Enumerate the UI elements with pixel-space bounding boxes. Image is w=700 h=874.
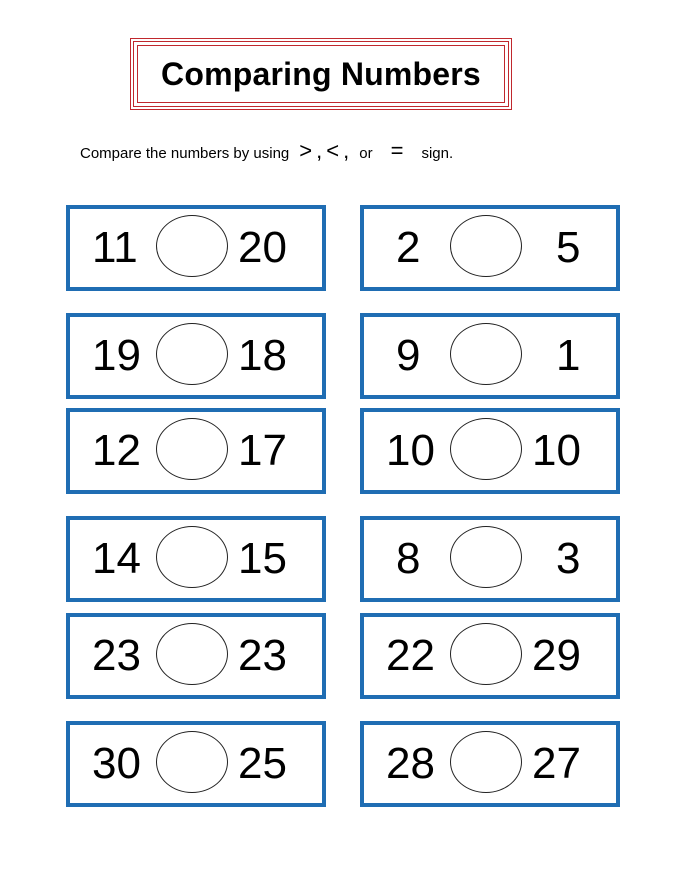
answer-oval[interactable] <box>450 418 522 480</box>
title-frame <box>130 38 512 110</box>
comparison-card-6 <box>360 408 620 494</box>
left-number: 9 <box>396 331 421 380</box>
instructions-lead: Compare the numbers by using <box>80 145 290 162</box>
right-number: 23 <box>238 631 287 680</box>
comparison-card-1 <box>66 205 326 291</box>
page-title: Comparing Numbers <box>161 55 481 92</box>
comparison-card-4 <box>360 313 620 399</box>
answer-oval[interactable] <box>156 323 228 385</box>
answer-oval[interactable] <box>156 215 228 277</box>
answer-oval[interactable] <box>450 623 522 685</box>
left-number: 22 <box>386 631 435 680</box>
answer-oval[interactable] <box>450 215 522 277</box>
left-number: 23 <box>92 631 141 680</box>
instructions <box>80 138 453 164</box>
equals-symbol: = <box>390 138 404 163</box>
left-number: 2 <box>396 223 421 272</box>
answer-oval[interactable] <box>156 623 228 685</box>
answer-oval[interactable] <box>156 731 228 793</box>
instructions-or: or <box>359 145 373 162</box>
less-than-symbol: < <box>326 138 340 163</box>
answer-oval[interactable] <box>156 526 228 588</box>
comparison-card-9 <box>66 613 326 699</box>
answer-oval[interactable] <box>450 526 522 588</box>
answer-oval[interactable] <box>156 418 228 480</box>
right-number: 3 <box>556 534 581 583</box>
right-number: 5 <box>556 223 581 272</box>
comma-2: , <box>343 138 350 163</box>
right-number: 20 <box>238 223 287 272</box>
comma-1: , <box>316 138 323 163</box>
right-number: 15 <box>238 534 287 583</box>
left-number: 12 <box>92 426 141 475</box>
left-number: 14 <box>92 534 141 583</box>
answer-oval[interactable] <box>450 731 522 793</box>
left-number: 28 <box>386 739 435 788</box>
comparison-card-11 <box>66 721 326 807</box>
right-number: 10 <box>532 426 581 475</box>
comparison-card-2 <box>360 205 620 291</box>
left-number: 19 <box>92 331 141 380</box>
right-number: 25 <box>238 739 287 788</box>
greater-than-symbol: > <box>299 138 313 163</box>
comparison-card-12 <box>360 721 620 807</box>
right-number: 27 <box>532 739 581 788</box>
right-number: 18 <box>238 331 287 380</box>
comparison-card-3 <box>66 313 326 399</box>
left-number: 10 <box>386 426 435 475</box>
right-number: 29 <box>532 631 581 680</box>
comparison-card-8 <box>360 516 620 602</box>
comparison-card-7 <box>66 516 326 602</box>
left-number: 11 <box>92 223 138 272</box>
right-number: 17 <box>238 426 287 475</box>
comparison-card-10 <box>360 613 620 699</box>
left-number: 30 <box>92 739 141 788</box>
instructions-tail: sign. <box>421 145 454 162</box>
answer-oval[interactable] <box>450 323 522 385</box>
right-number: 1 <box>556 331 581 380</box>
left-number: 8 <box>396 534 421 583</box>
comparison-card-5 <box>66 408 326 494</box>
